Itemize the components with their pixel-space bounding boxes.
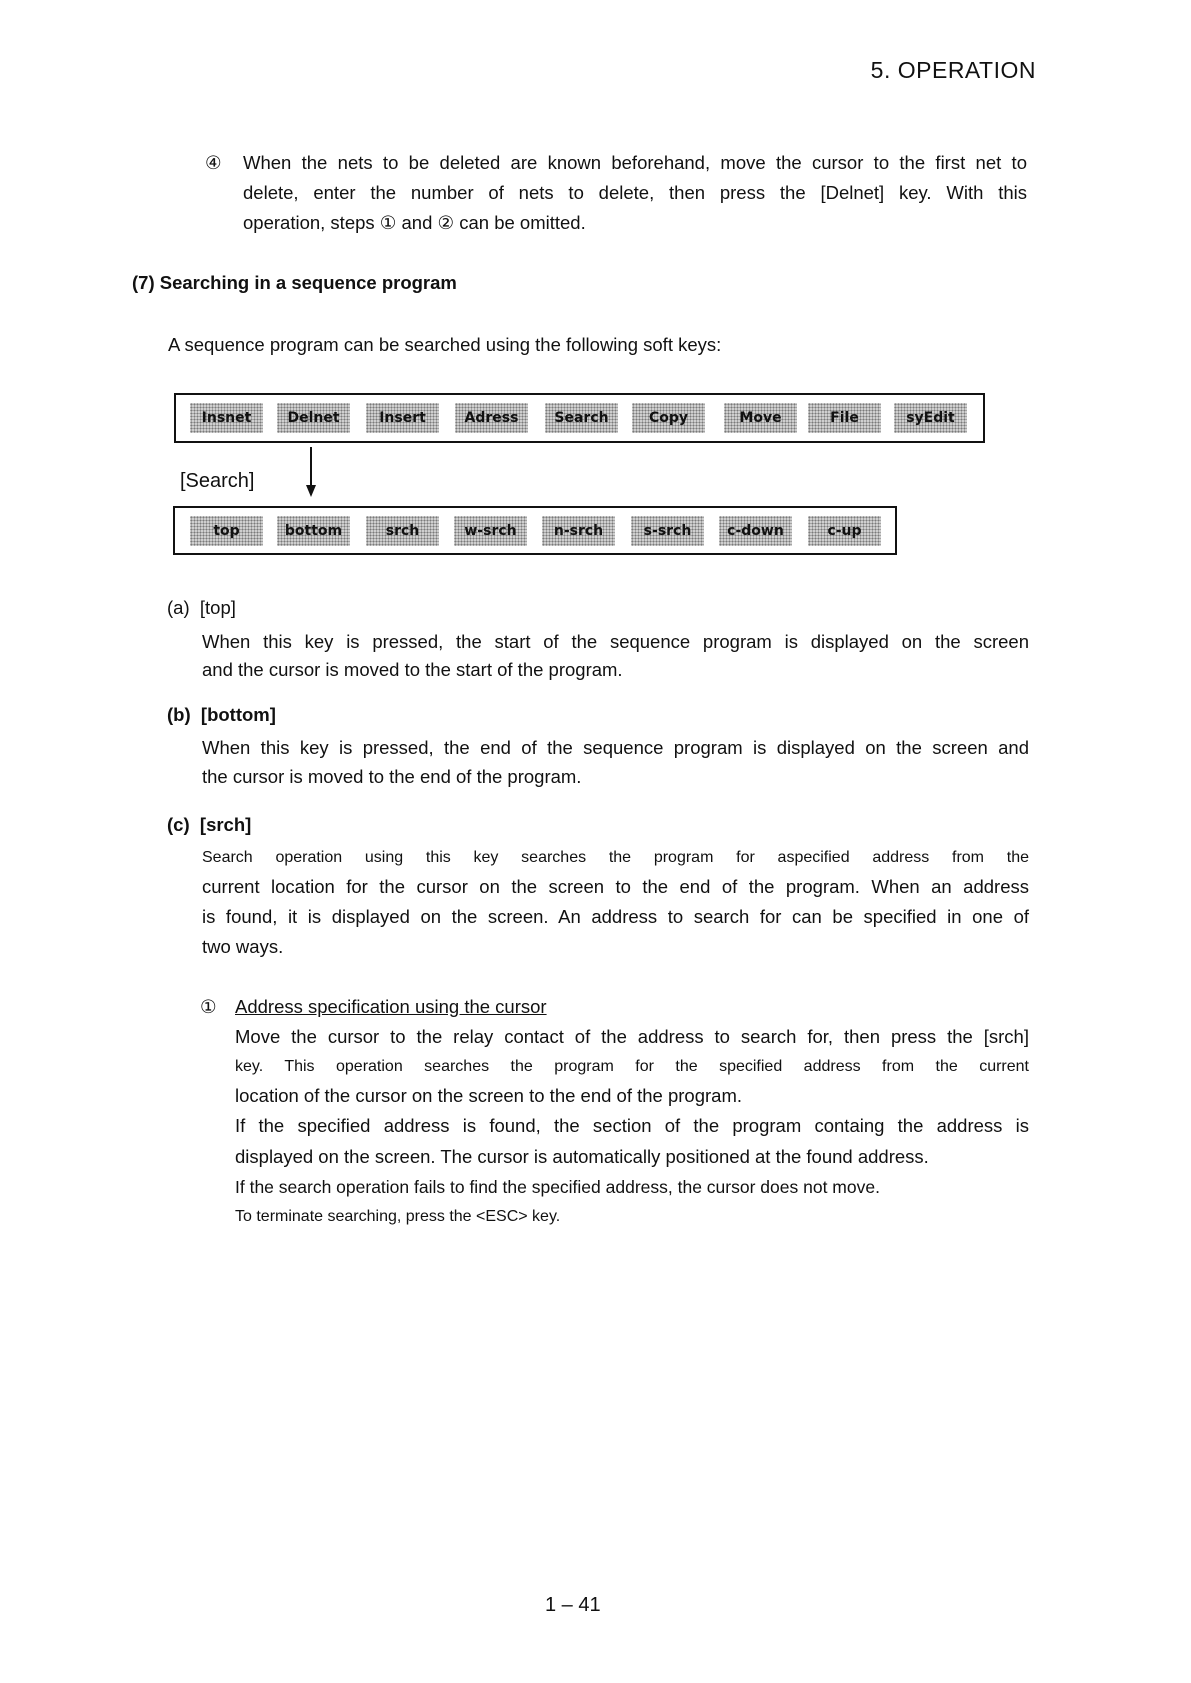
softkey-c-down[interactable]: c-down bbox=[719, 516, 792, 546]
softkey-move[interactable]: Move bbox=[724, 403, 797, 433]
item-a-label bbox=[167, 597, 236, 619]
item-b-line-2: the cursor is moved to the end of the program. bbox=[202, 766, 582, 787]
softkey-delnet[interactable]: Delnet bbox=[277, 403, 350, 433]
softkey-copy[interactable]: Copy bbox=[632, 403, 705, 433]
step-4-line-1: When the nets to be deleted are known beforehand, move the cursor to the first net to bbox=[243, 152, 1027, 173]
subitem-1-line-3: location of the cursor on the screen to the end of the program. bbox=[235, 1085, 742, 1106]
softkey-bottom[interactable]: bottom bbox=[277, 516, 350, 546]
item-c-label bbox=[167, 814, 251, 836]
softkey-search[interactable]: Search bbox=[545, 403, 618, 433]
item-b-id: (b) bbox=[167, 704, 191, 725]
softkey-insnet[interactable]: Insnet bbox=[190, 403, 263, 433]
subitem-1-line-5: displayed on the screen. The cursor is automatically positioned at the found address. bbox=[235, 1146, 929, 1167]
item-c-key: [srch] bbox=[199, 814, 252, 835]
softkey-c-up[interactable]: c-up bbox=[808, 516, 881, 546]
step-4-line-3: operation, steps ① and ② can be omitted. bbox=[243, 212, 586, 233]
step-4-marker: ④ bbox=[205, 152, 222, 173]
item-c-line-2: current location for the cursor on the screen to the end of the program. When an address bbox=[202, 876, 1029, 897]
arrow-head-icon bbox=[306, 485, 316, 497]
step-4-line-2: delete, enter the number of nets to delete, then press the [Delnet] key. With this bbox=[243, 182, 1027, 203]
subitem-1-title: Address specification using the cursor bbox=[235, 996, 547, 1017]
softkey-adress[interactable]: Adress bbox=[455, 403, 528, 433]
subitem-1-line-7: To terminate searching, press the <ESC> key. bbox=[235, 1208, 561, 1225]
section-heading: (7) Searching in a sequence program bbox=[132, 272, 457, 293]
softkey-syedit[interactable]: syEdit bbox=[894, 403, 967, 433]
softkey-s-srch[interactable]: s-srch bbox=[631, 516, 704, 546]
item-c-line-4: two ways. bbox=[202, 936, 284, 957]
section-intro: A sequence program can be searched using the following soft keys: bbox=[168, 334, 722, 355]
item-a-line-1: When this key is pressed, the start of the sequence program is displayed on the screen bbox=[202, 631, 1029, 652]
softkey-file[interactable]: File bbox=[808, 403, 881, 433]
subitem-1-line-1: Move the cursor to the relay contact of the address to search for, then press the [srch] bbox=[235, 1026, 1029, 1047]
item-b-line-1: When this key is pressed, the end of the sequence program is displayed on the screen and bbox=[202, 737, 1029, 758]
page-number: 1 – 41 bbox=[545, 1594, 601, 1616]
section-header: 5. OPERATION bbox=[870, 57, 1036, 83]
subitem-1-line-4: If the specified address is found, the section of the program containg the address is bbox=[235, 1115, 1029, 1136]
item-a-line-2: and the cursor is moved to the start of the program. bbox=[202, 659, 623, 680]
item-a-id: (a) bbox=[167, 597, 190, 618]
subitem-1-line-6: If the search operation fails to find the specified address, the cursor does not move. bbox=[235, 1177, 880, 1197]
item-b-key: [bottom] bbox=[200, 704, 276, 725]
softkey-w-srch[interactable]: w-srch bbox=[454, 516, 527, 546]
subitem-1-line-2: key. This operation searches the program for the specified address from the current bbox=[235, 1058, 1029, 1075]
subitem-1-marker: ① bbox=[200, 996, 217, 1017]
item-c-id: (c) bbox=[167, 814, 190, 835]
softkey-top[interactable]: top bbox=[190, 516, 263, 546]
softkey-insert[interactable]: Insert bbox=[366, 403, 439, 433]
submenu-label: [Search] bbox=[180, 470, 255, 492]
item-c-line-1: Search operation using this key searches the program for aspecified address from the bbox=[202, 849, 1029, 866]
item-a-key: [top] bbox=[199, 597, 236, 618]
softkey-srch[interactable]: srch bbox=[366, 516, 439, 546]
item-b-label bbox=[167, 704, 276, 726]
down-arrow-icon bbox=[310, 447, 312, 487]
softkey-n-srch[interactable]: n-srch bbox=[542, 516, 615, 546]
search-softkey-bar bbox=[173, 506, 897, 555]
item-c-line-3: is found, it is displayed on the screen. An address to search for can be specified in one of bbox=[202, 906, 1029, 927]
main-softkey-bar bbox=[174, 393, 985, 443]
